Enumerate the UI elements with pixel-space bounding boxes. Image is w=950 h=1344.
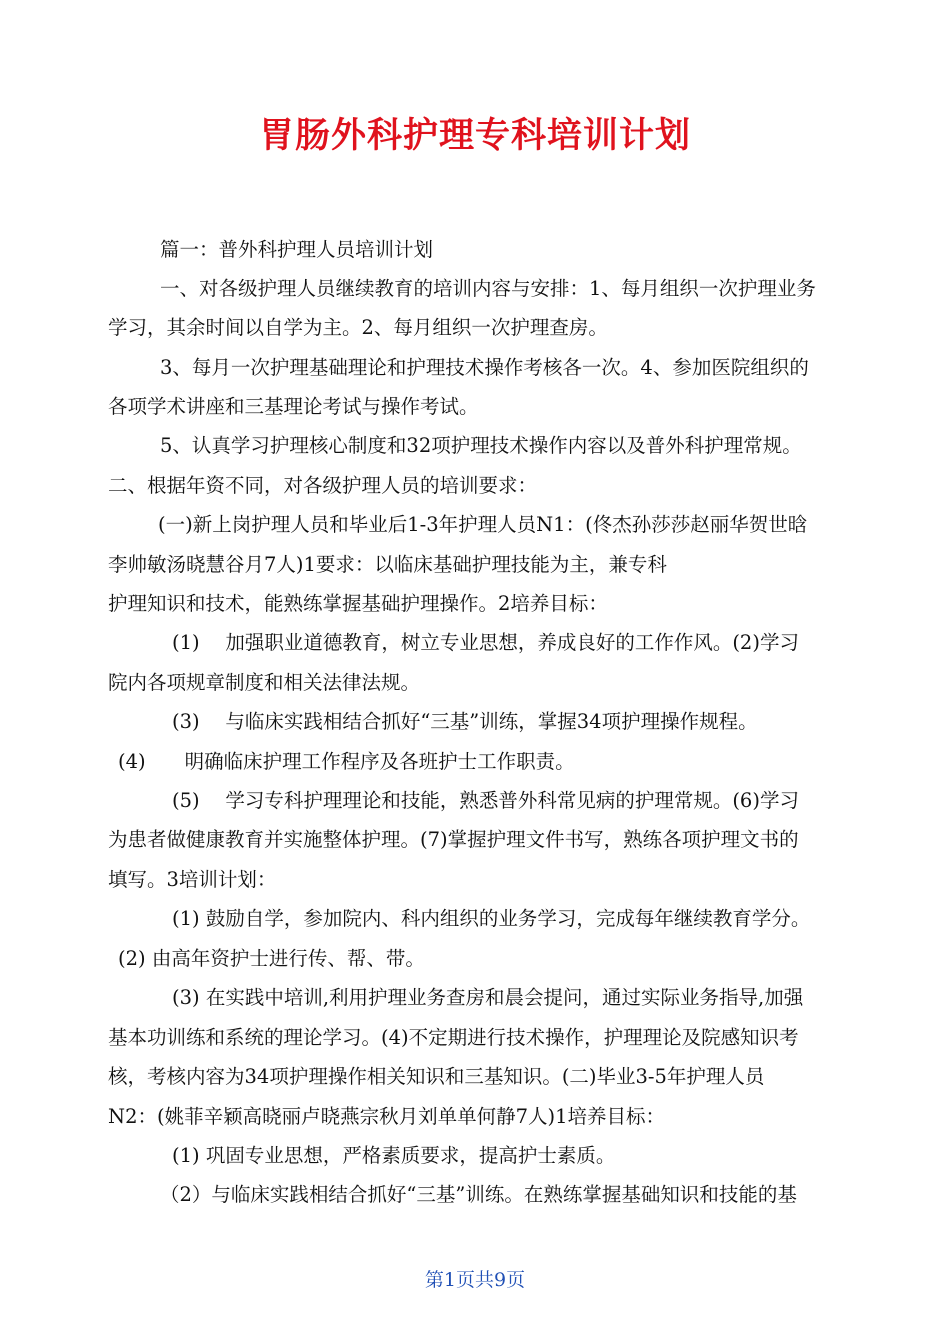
body-line: (1) 巩固专业思想，严格素质要求，提高护士素质。 [172, 1144, 616, 1167]
body-line: (2) 由高年资护士进行传、帮、带。 [118, 947, 425, 970]
body-line: 护理知识和技术，能熟练掌握基础护理操作。2培养目标： [108, 592, 608, 615]
body-line: (4) 明确临床护理工作程序及各班护士工作职责。 [118, 750, 575, 773]
body-line: 3、每月一次护理基础理论和护理技术操作考核各一次。4、参加医院组织的 [160, 356, 809, 379]
body-line: (3) 与临床实践相结合抓好“三基”训练，掌握34项护理操作规程。 [172, 710, 758, 733]
body-line: （2）与临床实践相结合抓好“三基”训练。在熟练掌握基础知识和技能的基 [160, 1183, 797, 1206]
body-line: (一)新上岗护理人员和毕业后1-3年护理人员N1：(佟杰孙莎莎赵丽华贺世晗 [158, 513, 808, 536]
body-line: 为患者做健康教育并实施整体护理。(7)掌握护理文件书写，熟练各项护理文书的 [108, 828, 799, 851]
body-line: (1) 加强职业道德教育，树立专业思想，养成良好的工作作风。(2)学习 [172, 631, 799, 654]
body-line: 各项学术讲座和三基理论考试与操作考试。 [108, 395, 479, 418]
body-line: (5) 学习专科护理理论和技能，熟悉普外科常见病的护理常规。(6)学习 [172, 789, 799, 812]
body-line: 核，考核内容为34项护理操作相关知识和三基知识。(二)毕业3-5年护理人员 [108, 1065, 765, 1088]
body-line: 基本功训练和系统的理论学习。(4)不定期进行技术操作，护理理论及院感知识考 [108, 1026, 799, 1049]
body-line: N2：(姚菲辛颖高晓丽卢晓燕宗秋月刘单单何静7人)1培养目标： [108, 1105, 665, 1128]
body-line: (1) 鼓励自学，参加院内、科内组织的业务学习，完成每年继续教育学分。 [172, 907, 811, 930]
body-line: 二、根据年资不同，对各级护理人员的培训要求： [108, 474, 538, 497]
body-line: 李帅敏汤晓慧谷月7人)1要求：以临床基础护理技能为主，兼专科 [108, 553, 667, 576]
body-line: (3) 在实践中培训,利用护理业务查房和晨会提问，通过实际业务指导,加强 [172, 986, 804, 1009]
body-line: 5、认真学习护理核心制度和32项护理技术操作内容以及普外科护理常规。 [160, 434, 802, 457]
document-title: 胃肠外科护理专科培训计划 [258, 116, 691, 156]
page-number: 第1页共9页 [424, 1269, 526, 1291]
body-line: 一、对各级护理人员继续教育的培训内容与安排：1、每月组织一次护理业务 [160, 277, 816, 300]
body-line: 院内各项规章制度和相关法律法规。 [108, 671, 421, 694]
body-line: 填写。3培训计划： [108, 868, 277, 891]
body-line: 篇一：普外科护理人员培训计划 [160, 238, 434, 261]
body-line: 学习，其余时间以自学为主。2、每月组织一次护理查房。 [108, 316, 608, 339]
